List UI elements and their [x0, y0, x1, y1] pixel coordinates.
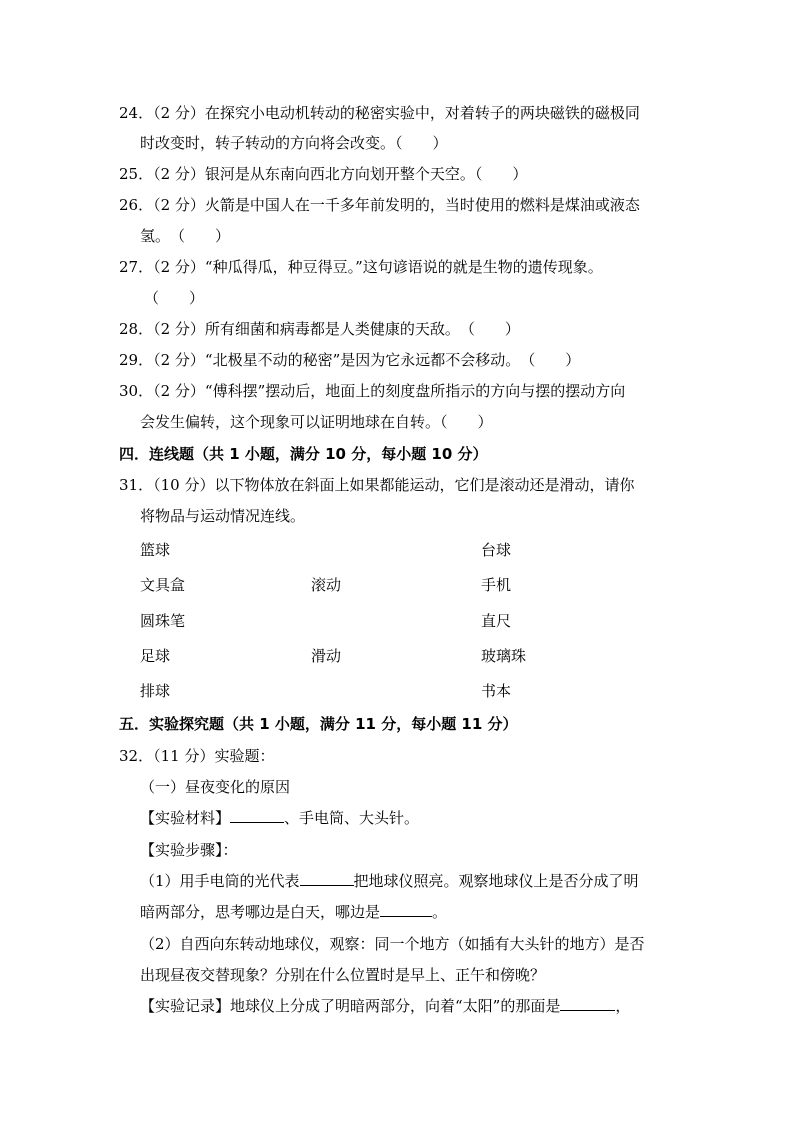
part-1-title: （一）昼夜变化的原因: [140, 778, 291, 796]
question-31-line-2: 将物品与运动情况连线。: [140, 507, 306, 525]
question-24-line-2: 时改变时，转子转动的方向将会改变。（ ）: [140, 134, 448, 152]
match-middle-item[interactable]: 滑动: [311, 647, 342, 665]
match-left-item[interactable]: 足球: [140, 647, 171, 665]
step-1-text-a: （1）用手电筒的光代表: [140, 872, 300, 890]
question-26-line-1: 26．（2 分）火箭是中国人在一千多年前发明的，当时使用的燃料是煤油或液态: [119, 196, 640, 214]
question-30-line-2: 会发生偏转，这个现象可以证明地球在自转。（ ）: [140, 413, 493, 431]
step-2-line-2: 出现昼夜交替现象？分别在什么位置时是早上、正午和傍晚？: [140, 966, 546, 984]
question-24-line-1: 24．（2 分）在探究小电动机转动的秘密实验中，对着转子的两块磁铁的磁极同: [119, 104, 640, 122]
record-text-a: 【实验记录】地球仪上分成了明暗两部分，向着“太阳”的那面是: [140, 997, 561, 1015]
question-25: 25．（2 分）银河是从东南向西北方向划开整个天空。（ ）: [119, 165, 528, 183]
question-27-line-1: 27．（2 分）“种瓜得瓜，种豆得豆。”这句谚语说的就是生物的遗传现象。: [119, 258, 603, 276]
step-2-line-1: （2）自西向东转动地球仪，观察：同一个地方（如插有大头针的地方）是否: [140, 935, 645, 953]
materials-label: 【实验材料】: [140, 809, 231, 827]
materials-blank[interactable]: [230, 808, 284, 823]
match-left-item[interactable]: 圆珠笔: [140, 612, 186, 630]
question-31-line-1: 31．（10 分）以下物体放在斜面上如果都能运动，它们是滚动还是滑动，请你: [119, 476, 635, 494]
match-left-item[interactable]: 文具盒: [140, 576, 186, 594]
question-26-line-2: 氢。 （ ）: [140, 227, 231, 245]
record-line: [140, 996, 630, 1016]
match-right-item[interactable]: 书本: [481, 682, 512, 700]
question-30-line-1: 30．（2 分）“傅科摆”摆动后，地面上的刻度盘所指示的方向与摆的摆动方向: [119, 382, 626, 400]
match-left-item[interactable]: 篮球: [140, 541, 171, 559]
section-4-heading: 四．连线题（共 1 小题，满分 10 分，每小题 10 分）: [119, 445, 488, 463]
step-1-text-b: 把地球仪照亮。观察地球仪上是否分成了明: [353, 872, 639, 890]
section-5-heading: 五．实验探究题（共 1 小题，满分 11 分，每小题 11 分）: [119, 715, 518, 733]
question-29: 29．（2 分）“北极星不动的秘密”是因为它永远都不会移动。 （ ）: [119, 351, 581, 369]
match-right-item[interactable]: 玻璃珠: [481, 647, 527, 665]
step-1-text-c: 暗两部分，思考哪边是白天，哪边是: [140, 903, 381, 921]
record-text-b: ，: [615, 997, 631, 1015]
question-28: 28．（2 分）所有细菌和病毒都是人类健康的天敌。 （ ）: [119, 320, 520, 338]
day-side-blank[interactable]: [560, 996, 615, 1011]
light-source-blank[interactable]: [300, 871, 354, 886]
question-27-line-2: （ ）: [144, 289, 205, 307]
match-right-item[interactable]: 直尺: [481, 612, 512, 630]
step-1-line-1: [140, 871, 639, 891]
match-middle-item[interactable]: 滚动: [311, 576, 342, 594]
night-side-blank[interactable]: [380, 902, 432, 917]
match-right-item[interactable]: 台球: [481, 541, 512, 559]
match-left-item[interactable]: 排球: [140, 682, 171, 700]
steps-label: 【实验步骤】：: [140, 841, 238, 859]
materials-rest: 、手电筒、大头针。: [284, 809, 420, 827]
step-1-text-d: 。: [432, 903, 448, 921]
materials-line: [140, 808, 419, 828]
step-1-line-2: [140, 902, 447, 922]
question-32-title: 32．（11 分）实验题：: [119, 747, 275, 765]
match-right-item[interactable]: 手机: [481, 576, 512, 594]
